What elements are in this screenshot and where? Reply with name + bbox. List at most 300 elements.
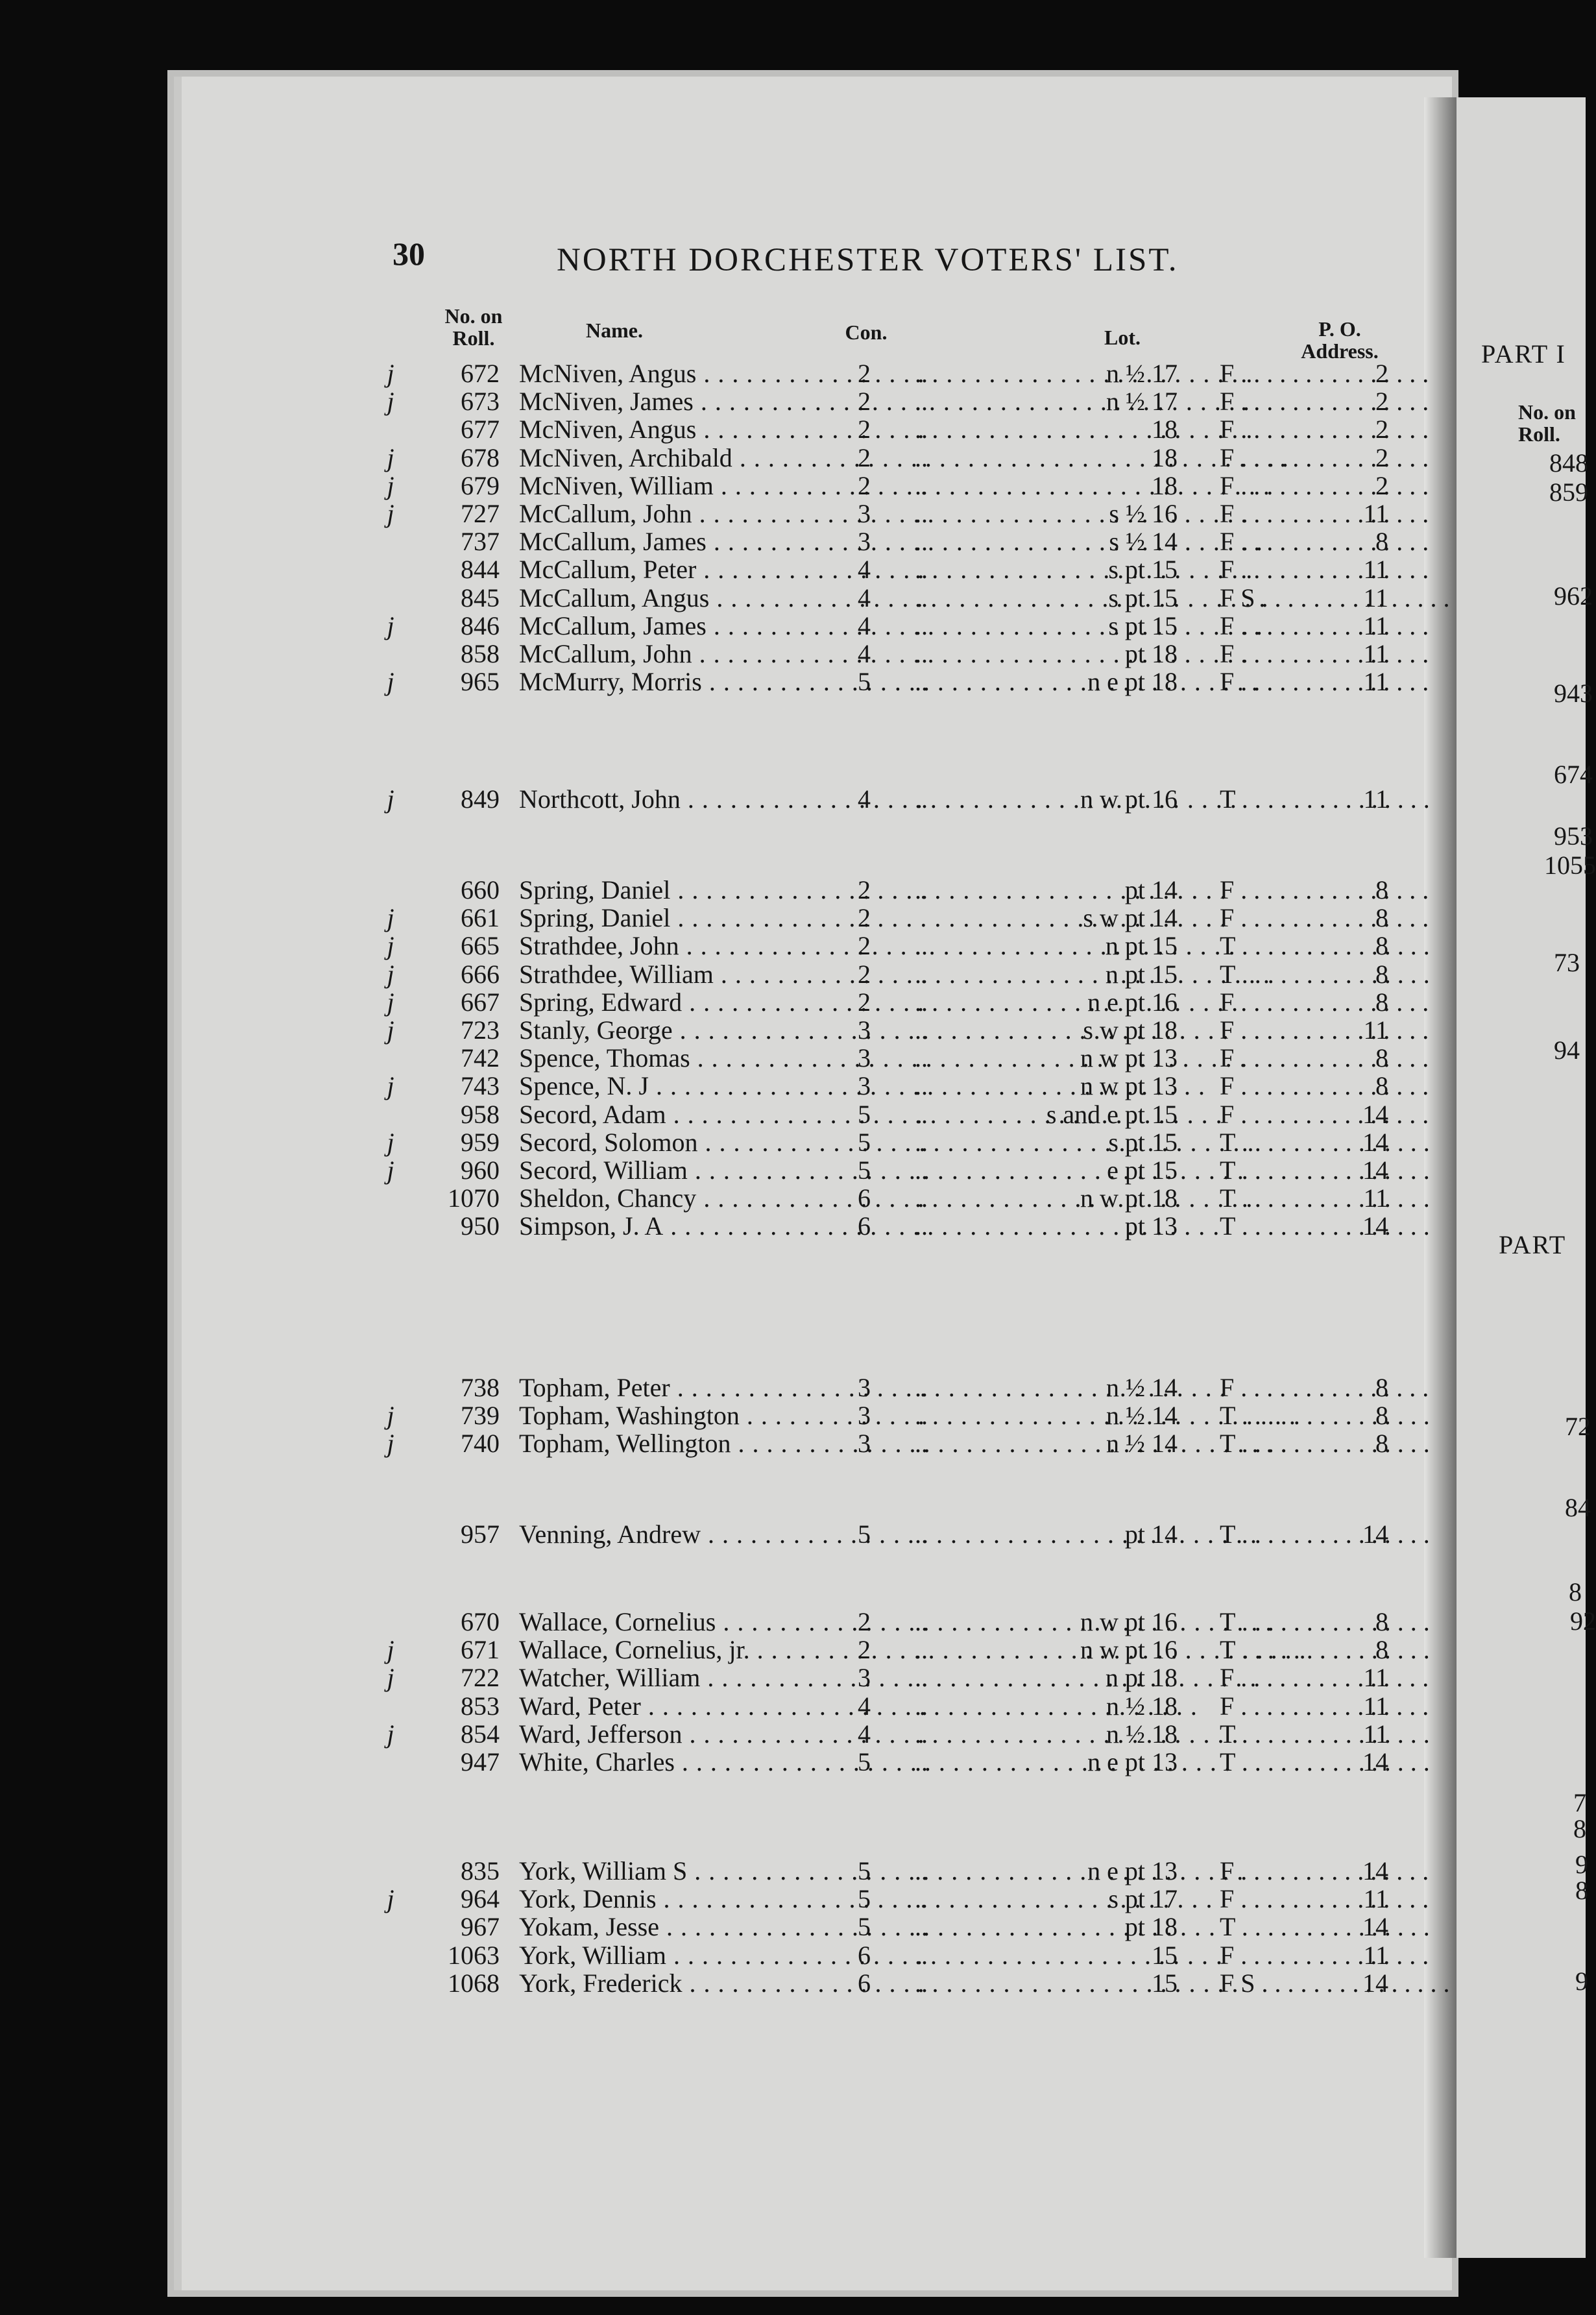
table-row xyxy=(0,1520,1427,1549)
cell-con: 2 xyxy=(858,959,871,989)
cell-roll: 947 xyxy=(461,1747,500,1776)
cell-lot: n w pt 16 xyxy=(1080,1635,1178,1665)
cell-po: T . . . xyxy=(1220,1401,1324,1430)
cell-lot: n w pt 13 xyxy=(1080,1043,1178,1073)
cell-dist: 8 xyxy=(1375,1071,1388,1101)
cell-dist: 2 xyxy=(1375,442,1388,472)
cell-dist: 14 xyxy=(1362,1211,1388,1241)
cell-mark: j xyxy=(387,499,394,528)
table-row xyxy=(0,1913,1427,1941)
table-row xyxy=(0,1720,1427,1749)
table-row xyxy=(0,612,1427,640)
cell-name: Watcher, William . . . xyxy=(519,1664,843,1692)
cell-dist: 8 xyxy=(1375,1607,1388,1636)
cell-con: 4 xyxy=(858,611,871,640)
cell-dots: .. xyxy=(915,1429,928,1459)
cell-dist: 14 xyxy=(1362,1520,1388,1549)
cell-dots: .. xyxy=(915,359,928,388)
table-row xyxy=(0,1044,1427,1073)
header-roll: No. on Roll. xyxy=(444,304,503,350)
cell-dots: .. xyxy=(915,1373,928,1402)
cell-lot: pt 18 xyxy=(1124,639,1178,668)
cell-po: F . . . xyxy=(1220,1374,1324,1402)
cell-con: 2 xyxy=(858,931,871,961)
facing-fragment: 84 xyxy=(1565,1493,1591,1522)
cell-po: T . . . xyxy=(1220,1520,1324,1549)
cell-name: McNiven, William . . . xyxy=(519,472,843,500)
cell-lot: n ½ 17 xyxy=(1106,359,1178,388)
table-row xyxy=(0,387,1427,416)
facing-fragment: 674 xyxy=(1554,760,1593,789)
cell-po: T . . . xyxy=(1220,1128,1324,1157)
cell-lot: n ½ 14 xyxy=(1106,1401,1178,1431)
cell-dots: .. xyxy=(915,555,928,585)
cell-dots: .. xyxy=(915,387,928,417)
cell-con: 3 xyxy=(858,1071,871,1101)
cell-dist: 14 xyxy=(1362,1156,1388,1185)
cell-mark: j xyxy=(387,931,394,961)
cell-roll: 743 xyxy=(461,1071,500,1101)
table-row xyxy=(0,668,1427,696)
cell-lot: n e pt 13 xyxy=(1087,1747,1178,1776)
cell-po: T . . . xyxy=(1220,1636,1324,1664)
table-row xyxy=(0,1636,1427,1664)
cell-name: Simpson, J. A . . . xyxy=(519,1212,843,1241)
cell-con: 2 xyxy=(858,442,871,472)
facing-fragment: 962 xyxy=(1554,581,1593,611)
cell-lot: s w pt 18 xyxy=(1083,1015,1178,1045)
cell-po: T . . . xyxy=(1220,1913,1324,1941)
cell-roll: 964 xyxy=(461,1884,500,1914)
facing-fragment: 943 xyxy=(1554,679,1593,708)
cell-roll: 849 xyxy=(461,784,500,814)
cell-dist: 11 xyxy=(1363,499,1388,528)
facing-fragment: 7 xyxy=(1573,1788,1586,1817)
cell-po: F . . . xyxy=(1220,359,1324,388)
table-row xyxy=(0,960,1427,989)
cell-con: 5 xyxy=(858,1856,871,1885)
cell-lot: n pt 15 xyxy=(1105,931,1178,961)
cell-roll: 739 xyxy=(461,1401,500,1431)
cell-mark: j xyxy=(387,1635,394,1665)
cell-con: 3 xyxy=(858,1401,871,1431)
cell-po: T . . . xyxy=(1220,1212,1324,1241)
cell-dots: .. xyxy=(915,875,928,904)
cell-dist: 8 xyxy=(1375,959,1388,989)
cell-name: McCallum, Peter . . . xyxy=(519,555,843,584)
cell-mark: j xyxy=(387,1719,394,1749)
cell-dist: 11 xyxy=(1363,667,1388,697)
cell-dist: 11 xyxy=(1363,1691,1388,1721)
cell-roll: 737 xyxy=(461,527,500,557)
cell-mark: j xyxy=(387,784,394,814)
header-lot: Lot. xyxy=(1104,326,1141,349)
cell-dots: .. xyxy=(915,1856,928,1885)
cell-roll: 673 xyxy=(461,387,500,417)
cell-con: 4 xyxy=(858,555,871,585)
cell-po: F . . . xyxy=(1220,1044,1324,1073)
facing-fragment: 953 xyxy=(1554,821,1593,851)
cell-dots: .. xyxy=(915,1071,928,1101)
cell-name: McMurry, Morris . . . xyxy=(519,668,843,696)
cell-roll: 679 xyxy=(461,470,500,500)
cell-name: Wallace, Cornelius . . . xyxy=(519,1608,843,1636)
cell-name: Spence, Thomas . . . xyxy=(519,1044,843,1073)
cell-lot: 18 xyxy=(1152,415,1178,444)
cell-lot: n ½ 14 xyxy=(1106,1429,1178,1459)
cell-dots: .. xyxy=(915,1940,928,1970)
cell-roll: 661 xyxy=(461,903,500,933)
cell-dots: .. xyxy=(915,667,928,697)
cell-dots: .. xyxy=(915,1691,928,1721)
cell-roll: 967 xyxy=(461,1912,500,1942)
cell-dist: 2 xyxy=(1375,387,1388,417)
cell-roll: 858 xyxy=(461,639,500,668)
cell-dist: 11 xyxy=(1363,1015,1388,1045)
header-con: Con. xyxy=(845,321,888,344)
cell-roll: 1070 xyxy=(448,1183,500,1213)
cell-po: T . . . xyxy=(1220,932,1324,960)
cell-name: McNiven, James . . . xyxy=(519,387,843,416)
cell-dots: .. xyxy=(915,1884,928,1914)
cell-po: F . . . xyxy=(1220,1100,1324,1129)
cell-name: McNiven, Archibald . . . xyxy=(519,444,843,472)
cell-dist: 8 xyxy=(1375,1429,1388,1459)
cell-name: Ward, Jefferson . . . xyxy=(519,1720,843,1749)
page-number: 30 xyxy=(393,236,425,272)
cell-dots: .. xyxy=(915,1912,928,1942)
cell-con: 2 xyxy=(858,470,871,500)
cell-dist: 2 xyxy=(1375,415,1388,444)
table-row xyxy=(0,1941,1427,1970)
table-row xyxy=(0,359,1427,388)
table-row xyxy=(0,444,1427,472)
cell-dots: .. xyxy=(915,1401,928,1431)
cell-dots: .. xyxy=(915,1183,928,1213)
cell-lot: n e pt 16 xyxy=(1087,987,1178,1017)
cell-name: McCallum, James . . . xyxy=(519,527,843,556)
cell-roll: 723 xyxy=(461,1015,500,1045)
table-row xyxy=(0,1156,1427,1185)
cell-dots: .. xyxy=(915,639,928,668)
cell-con: 6 xyxy=(858,1183,871,1213)
cell-con: 4 xyxy=(858,583,871,612)
cell-dist: 14 xyxy=(1362,1968,1388,1998)
table-row xyxy=(0,1016,1427,1045)
cell-dist: 11 xyxy=(1363,1719,1388,1749)
cell-roll: 844 xyxy=(461,555,500,585)
table-row xyxy=(0,1184,1427,1213)
cell-name: Spring, Edward . . . xyxy=(519,988,843,1017)
cell-con: 4 xyxy=(858,784,871,814)
cell-lot: e pt 15 xyxy=(1107,1156,1178,1185)
cell-dots: .. xyxy=(915,931,928,961)
facing-fragment: 94 xyxy=(1554,1036,1580,1065)
cell-dots: .. xyxy=(915,1520,928,1549)
table-row xyxy=(0,876,1427,904)
cell-dots: .. xyxy=(915,1127,928,1157)
cell-po: F . . . xyxy=(1220,876,1324,904)
cell-roll: 854 xyxy=(461,1719,500,1749)
cell-mark: j xyxy=(387,1127,394,1157)
cell-con: 6 xyxy=(858,1940,871,1970)
cell-dots: .. xyxy=(915,499,928,528)
cell-dots: .. xyxy=(915,959,928,989)
cell-name: York, Frederick . . . xyxy=(519,1969,843,1998)
table-row xyxy=(0,904,1427,932)
cell-dist: 8 xyxy=(1375,527,1388,557)
table-row xyxy=(0,1212,1427,1241)
cell-dist: 14 xyxy=(1362,1747,1388,1776)
cell-po: F . . . xyxy=(1220,444,1324,472)
table-row xyxy=(0,500,1427,528)
cell-dist: 11 xyxy=(1363,555,1388,585)
cell-roll: 740 xyxy=(461,1429,500,1459)
cell-roll: 950 xyxy=(461,1211,500,1241)
cell-dist: 11 xyxy=(1363,639,1388,668)
cell-roll: 1068 xyxy=(448,1968,500,1998)
cell-name: Northcott, John . . . xyxy=(519,785,843,814)
cell-lot: s pt 15 xyxy=(1108,583,1178,612)
cell-roll: 677 xyxy=(461,415,500,444)
cell-dots: .. xyxy=(915,1211,928,1241)
cell-lot: n w pt 13 xyxy=(1080,1071,1178,1101)
cell-mark: j xyxy=(387,1071,394,1101)
cell-con: 3 xyxy=(858,1043,871,1073)
cell-lot: n w pt 16 xyxy=(1080,784,1178,814)
cell-roll: 727 xyxy=(461,499,500,528)
cell-con: 3 xyxy=(858,1373,871,1402)
cell-roll: 853 xyxy=(461,1691,500,1721)
cell-lot: s pt 17 xyxy=(1108,1884,1178,1914)
cell-con: 3 xyxy=(858,1429,871,1459)
cell-roll: 665 xyxy=(461,931,500,961)
cell-po: F . . . xyxy=(1220,1857,1324,1885)
cell-mark: j xyxy=(387,1156,394,1185)
cell-dist: 11 xyxy=(1363,784,1388,814)
cell-roll: 670 xyxy=(461,1607,500,1636)
cell-roll: 958 xyxy=(461,1099,500,1129)
cell-lot: n e pt 18 xyxy=(1087,667,1178,697)
cell-dots: .. xyxy=(915,987,928,1017)
facing-fragment: 73 xyxy=(1554,948,1580,977)
cell-roll: 667 xyxy=(461,987,500,1017)
cell-po: F . . . xyxy=(1220,640,1324,668)
cell-lot: 18 xyxy=(1152,470,1178,500)
cell-name: McNiven, Angus . . . xyxy=(519,415,843,444)
cell-con: 5 xyxy=(858,1156,871,1185)
cell-lot: s w pt 14 xyxy=(1083,903,1178,933)
table-row xyxy=(0,1608,1427,1636)
cell-dist: 14 xyxy=(1362,1099,1388,1129)
cell-name: Spence, N. J . . . xyxy=(519,1072,843,1100)
facing-fragment: 859 xyxy=(1549,478,1588,507)
cell-lot: s ½ 14 xyxy=(1109,527,1178,557)
cell-lot: n pt 15 xyxy=(1105,959,1178,989)
cell-lot: n ½ 18 xyxy=(1106,1691,1178,1721)
table-row xyxy=(0,1072,1427,1100)
cell-con: 3 xyxy=(858,499,871,528)
cell-dots: .. xyxy=(915,1043,928,1073)
facing-roll-header: No. on Roll. xyxy=(1518,400,1576,446)
cell-name: Spring, Daniel . . . xyxy=(519,876,843,904)
table-row xyxy=(0,1664,1427,1692)
cell-name: Strathdee, John . . . xyxy=(519,932,843,960)
cell-po: T . . . xyxy=(1220,1748,1324,1776)
cell-dots: .. xyxy=(915,1747,928,1776)
cell-roll: 678 xyxy=(461,442,500,472)
facing-fragment: 8 xyxy=(1569,1577,1582,1606)
cell-name: York, Dennis . . . xyxy=(519,1885,843,1913)
cell-lot: s pt 15 xyxy=(1108,1127,1178,1157)
cell-mark: j xyxy=(387,442,394,472)
cell-lot: s pt 15 xyxy=(1108,555,1178,585)
cell-name: McCallum, James . . . xyxy=(519,612,843,640)
cell-po: F . . . xyxy=(1220,668,1324,696)
cell-po: F . . . xyxy=(1220,555,1324,584)
facing-part-heading-2: PART xyxy=(1499,1230,1567,1259)
cell-dist: 14 xyxy=(1362,1912,1388,1942)
table-row xyxy=(0,472,1427,500)
cell-name: Secord, William . . . xyxy=(519,1156,843,1185)
cell-dist: 8 xyxy=(1375,903,1388,933)
cell-dist: 11 xyxy=(1363,1663,1388,1693)
cell-mark: j xyxy=(387,1884,394,1914)
cell-lot: pt 14 xyxy=(1124,1520,1178,1549)
cell-dots: .. xyxy=(915,611,928,640)
cell-mark: j xyxy=(387,1663,394,1693)
cell-mark: j xyxy=(387,1429,394,1459)
cell-roll: 672 xyxy=(461,359,500,388)
cell-po: T . . . xyxy=(1220,1608,1324,1636)
cell-name: Topham, Wellington . . . xyxy=(519,1429,843,1458)
cell-dots: .. xyxy=(915,1719,928,1749)
cell-name: Topham, Washington . . . xyxy=(519,1401,843,1430)
cell-lot: 18 xyxy=(1152,442,1178,472)
cell-po: F . . . xyxy=(1220,904,1324,932)
cell-mark: j xyxy=(387,359,394,388)
cell-po: T . . . xyxy=(1220,960,1324,989)
table-row xyxy=(0,988,1427,1017)
table-row xyxy=(0,1969,1427,1998)
cell-dots: .. xyxy=(915,1607,928,1636)
cell-dist: 11 xyxy=(1363,1884,1388,1914)
cell-dist: 14 xyxy=(1362,1127,1388,1157)
cell-po: F . . . xyxy=(1220,500,1324,528)
cell-lot: n e pt 13 xyxy=(1087,1856,1178,1885)
cell-name: York, William . . . xyxy=(519,1941,843,1970)
cell-name: White, Charles . . . xyxy=(519,1748,843,1776)
cell-roll: 959 xyxy=(461,1127,500,1157)
cell-lot: pt 14 xyxy=(1124,875,1178,904)
cell-dist: 8 xyxy=(1375,987,1388,1017)
cell-con: 4 xyxy=(858,1691,871,1721)
cell-lot: n w pt 16 xyxy=(1080,1607,1178,1636)
cell-lot: pt 18 xyxy=(1124,1912,1178,1942)
facing-fragment: 1055 xyxy=(1544,851,1596,880)
cell-name: Yokam, Jesse . . . xyxy=(519,1913,843,1941)
table-row xyxy=(0,1748,1427,1776)
table-row xyxy=(0,932,1427,960)
cell-roll: 660 xyxy=(461,875,500,904)
cell-name: Ward, Peter . . . xyxy=(519,1692,843,1721)
cell-lot: s and e pt 15 xyxy=(1046,1099,1178,1129)
cell-dist: 8 xyxy=(1375,1373,1388,1402)
table-row xyxy=(0,584,1427,612)
cell-dist: 2 xyxy=(1375,359,1388,388)
cell-roll: 845 xyxy=(461,583,500,612)
cell-dist: 11 xyxy=(1363,611,1388,640)
cell-po: F . . . xyxy=(1220,1664,1324,1692)
facing-fragment: 72 xyxy=(1565,1412,1591,1441)
cell-dots: .. xyxy=(915,470,928,500)
cell-dots: .. xyxy=(915,1635,928,1665)
cell-dots: .. xyxy=(915,784,928,814)
cell-dist: 14 xyxy=(1362,1856,1388,1885)
header-name: Name. xyxy=(586,319,643,342)
cell-name: McCallum, Angus . . . xyxy=(519,584,843,612)
table-row xyxy=(0,640,1427,668)
cell-name: Secord, Solomon . . . xyxy=(519,1128,843,1157)
cell-po: F . . . xyxy=(1220,1016,1324,1045)
cell-name: York, William S . . . xyxy=(519,1857,843,1885)
cell-po: T . . . xyxy=(1220,1156,1324,1185)
cell-po: F . . . xyxy=(1220,988,1324,1017)
table-row xyxy=(0,1100,1427,1129)
cell-dots: .. xyxy=(915,1156,928,1185)
cell-po: F S . . . xyxy=(1220,1969,1324,1998)
cell-name: Secord, Adam . . . xyxy=(519,1100,843,1129)
cell-con: 6 xyxy=(858,1211,871,1241)
cell-lot: n ½ 17 xyxy=(1106,387,1178,417)
cell-roll: 965 xyxy=(461,667,500,697)
cell-con: 3 xyxy=(858,527,871,557)
cell-roll: 846 xyxy=(461,611,500,640)
cell-lot: s ½ 16 xyxy=(1109,499,1178,528)
cell-po: T . . . xyxy=(1220,785,1324,814)
cell-dots: .. xyxy=(915,415,928,444)
cell-mark: j xyxy=(387,987,394,1017)
cell-con: 5 xyxy=(858,1912,871,1942)
cell-name: McCallum, John . . . xyxy=(519,640,843,668)
cell-lot: 15 xyxy=(1152,1940,1178,1970)
cell-name: Strathdee, William . . . xyxy=(519,960,843,989)
cell-mark: j xyxy=(387,667,394,697)
facing-fragment: 8 xyxy=(1575,1876,1588,1905)
cell-mark: j xyxy=(387,387,394,417)
table-row xyxy=(0,785,1427,814)
cell-lot: s pt 15 xyxy=(1108,611,1178,640)
cell-con: 5 xyxy=(858,1127,871,1157)
cell-con: 5 xyxy=(858,667,871,697)
facing-fragment: 8 xyxy=(1573,1814,1586,1843)
cell-dist: 8 xyxy=(1375,1043,1388,1073)
cell-roll: 1063 xyxy=(448,1940,500,1970)
header-po-address: P. O. Address. xyxy=(1301,317,1379,363)
facing-fragment: 9 xyxy=(1575,1850,1588,1879)
facing-fragment: 848 xyxy=(1549,448,1588,478)
cell-con: 2 xyxy=(858,903,871,933)
cell-po: F S . . . xyxy=(1220,584,1324,612)
cell-dots: .. xyxy=(915,1015,928,1045)
cell-name: Stanly, George . . . xyxy=(519,1016,843,1045)
cell-dots: .. xyxy=(915,1663,928,1693)
cell-roll: 722 xyxy=(461,1663,500,1693)
cell-po: F . . . xyxy=(1220,527,1324,556)
cell-con: 6 xyxy=(858,1968,871,1998)
cell-con: 4 xyxy=(858,639,871,668)
cell-mark: j xyxy=(387,1015,394,1045)
